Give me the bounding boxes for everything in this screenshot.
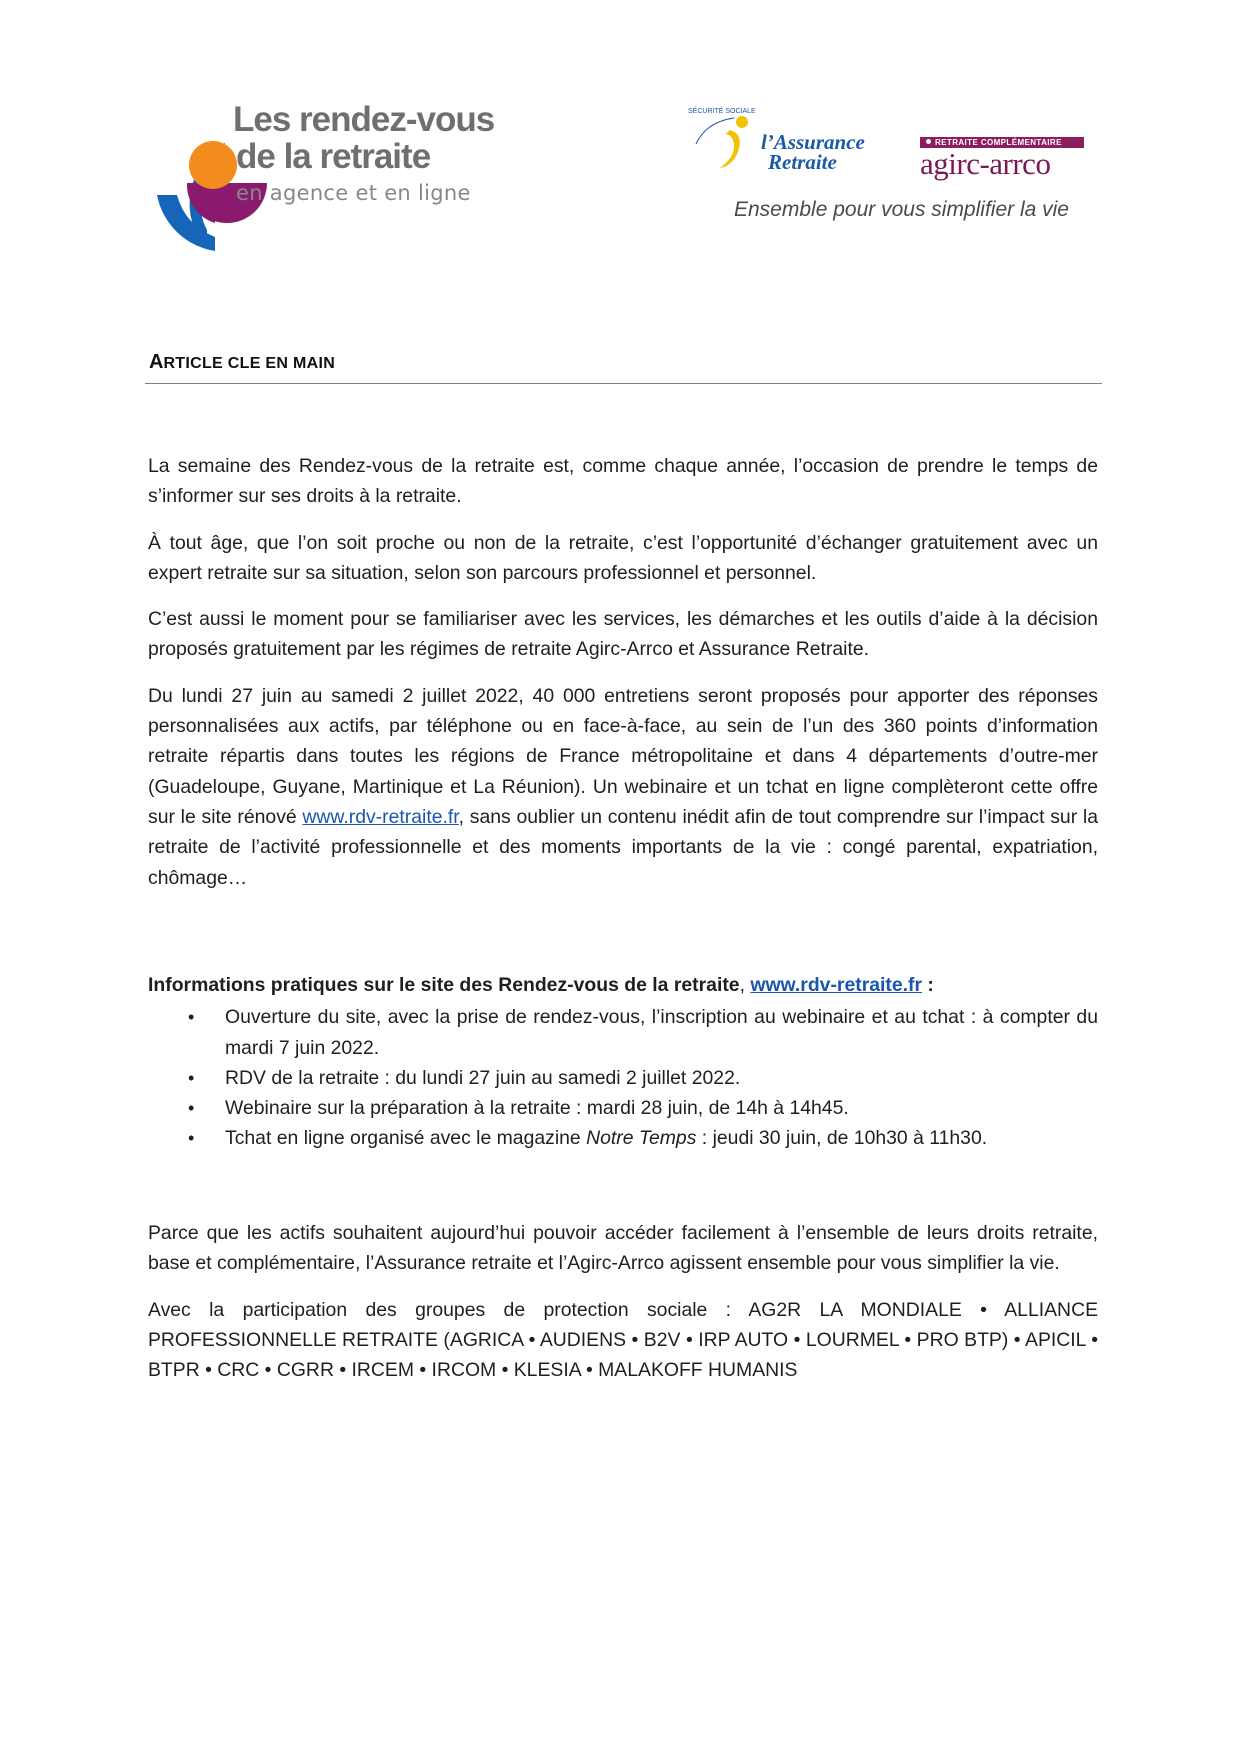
assurance-retraite-logo: [686, 108, 876, 178]
paragraph: À tout âge, que l’on soit proche ou non de la retraite, c’est l’opportunité d’échanger gratuitement avec un expert retraite sur sa situation, selon son parcours professionnel et personnel.: [148, 531, 1098, 584]
practical-info: [148, 970, 1098, 1154]
bullet-icon: •: [188, 1067, 195, 1088]
paragraph: C’est aussi le moment pour se familiariser avec les services, les démarches et les outils d’aide à la décision proposés gratuitement par les régimes de retraite Agirc-Arrco et Assurance Retraite.: [148, 608, 1098, 661]
assurance-retraite-line1: l’Assurance: [761, 130, 865, 154]
dot-icon: [926, 139, 931, 144]
agirc-arrco-band-label: RETRAITE COMPLÉMENTAIRE: [935, 138, 1062, 147]
list-item-text: Tchat en ligne organisé avec le magazine: [225, 1127, 587, 1150]
list-item-text: : jeudi 30 juin, de 10h30 à 11h30.: [696, 1127, 988, 1150]
article-heading: [149, 351, 335, 374]
list-item: [148, 1123, 1098, 1153]
list-item-text: Webinaire sur la préparation à la retraite : mardi 28 juin, de 14h à 14h45.: [225, 1097, 849, 1120]
list-item: [148, 1002, 1098, 1063]
list-item-text: RDV de la retraite : du lundi 27 juin au samedi 2 juillet 2022.: [225, 1066, 741, 1089]
heading-rule: [145, 383, 1102, 384]
paragraph: Parce que les actifs souhaitent aujourd’hui pouvoir accéder facilement à l’ensemble de leurs droits retraite, base et complémentaire, l’Assurance retraite et l’Agirc-Arrco agissent ensemble pour vous simplifier la vie.: [148, 1222, 1098, 1275]
rdv-retraite-logo: [155, 95, 575, 255]
bullet-icon: •: [188, 1128, 195, 1149]
bullet-icon: •: [188, 1098, 195, 1119]
assurance-retraite-line2: Retraite: [768, 150, 837, 174]
paragraph-text: , sans oublier un contenu inédit afin de tout comprendre sur l’impact sur la retraite de l’activité professionnelle et des moments importants de la vie : congé parental, expatriation, chômage…: [148, 805, 1098, 889]
article-body: [148, 451, 1098, 909]
agirc-arrco-name: agirc-arrco: [920, 146, 1051, 181]
info-list: [148, 1002, 1098, 1153]
info-title-text: Informations pratiques sur le site des Rendez-vous de la retraite: [148, 974, 740, 996]
paragraph: La semaine des Rendez-vous de la retraite est, comme chaque année, l’occasion de prendre le temps de s’informer sur ses droits à la retraite.: [148, 455, 1098, 508]
list-item-text: Ouverture du site, avec la prise de rendez-vous, l’inscription au webinaire et au tchat : à compter du mardi 7 juin 2022.: [225, 1006, 1098, 1059]
info-title: [148, 970, 1098, 1000]
info-rdv-retraite-link[interactable]: www.rdv-retraite.fr: [750, 974, 923, 996]
rdv-logo-line1: Les rendez-vous: [233, 100, 495, 139]
rdv-logo-line3: en agence et en ligne: [236, 181, 471, 205]
magazine-name: Notre Temps: [586, 1127, 697, 1150]
bullet-icon: •: [188, 1007, 195, 1028]
info-title-sep: ,: [739, 974, 751, 996]
closing-section: [148, 1218, 1098, 1401]
paragraph: [148, 681, 1098, 893]
list-item: [148, 1093, 1098, 1123]
tagline: Ensemble pour vous simplifier la vie: [734, 198, 1069, 221]
agirc-arrco-logo: [914, 137, 1084, 187]
heading-rest: RTICLE CLE EN MAIN: [163, 355, 336, 372]
securite-sociale-label: SÉCURITÉ SOCIALE: [688, 108, 756, 115]
assurance-retraite-mark-icon: [686, 108, 766, 178]
paragraph: Avec la participation des groupes de protection sociale : AG2R LA MONDIALE • ALLIANCE PROFESSIONNELLE RETRAITE (AGRICA • AUDIENS • B2V • IRP AUTO • LOURMEL • PRO BTP) • APICIL • BTPR • CRC • CGRR • IRCEM • IRCOM • KLESIA • MALAKOFF HUMANIS: [148, 1298, 1098, 1382]
paragraph-text: Du lundi 27 juin au samedi 2 juillet 2022, 40 000 entretiens seront proposés pour apporter des réponses personnalisées aux actifs, par téléphone ou en face-à-face, au sein de l’un des 360 points d’information retraite répartis dans toutes les régions de France métropolitaine et dans 4 départements d’outre-mer (Guadeloupe, Guyane, Martinique et La Réunion). Un webinaire et un tchat en ligne complèteront cette offre sur le site rénové: [148, 684, 1098, 828]
heading-first-letter: A: [149, 351, 164, 373]
rdv-retraite-link[interactable]: www.rdv-retraite.fr: [302, 805, 459, 828]
list-item: [148, 1063, 1098, 1093]
info-title-end: :: [922, 974, 934, 996]
rdv-logo-line2: de la retraite: [236, 137, 431, 176]
